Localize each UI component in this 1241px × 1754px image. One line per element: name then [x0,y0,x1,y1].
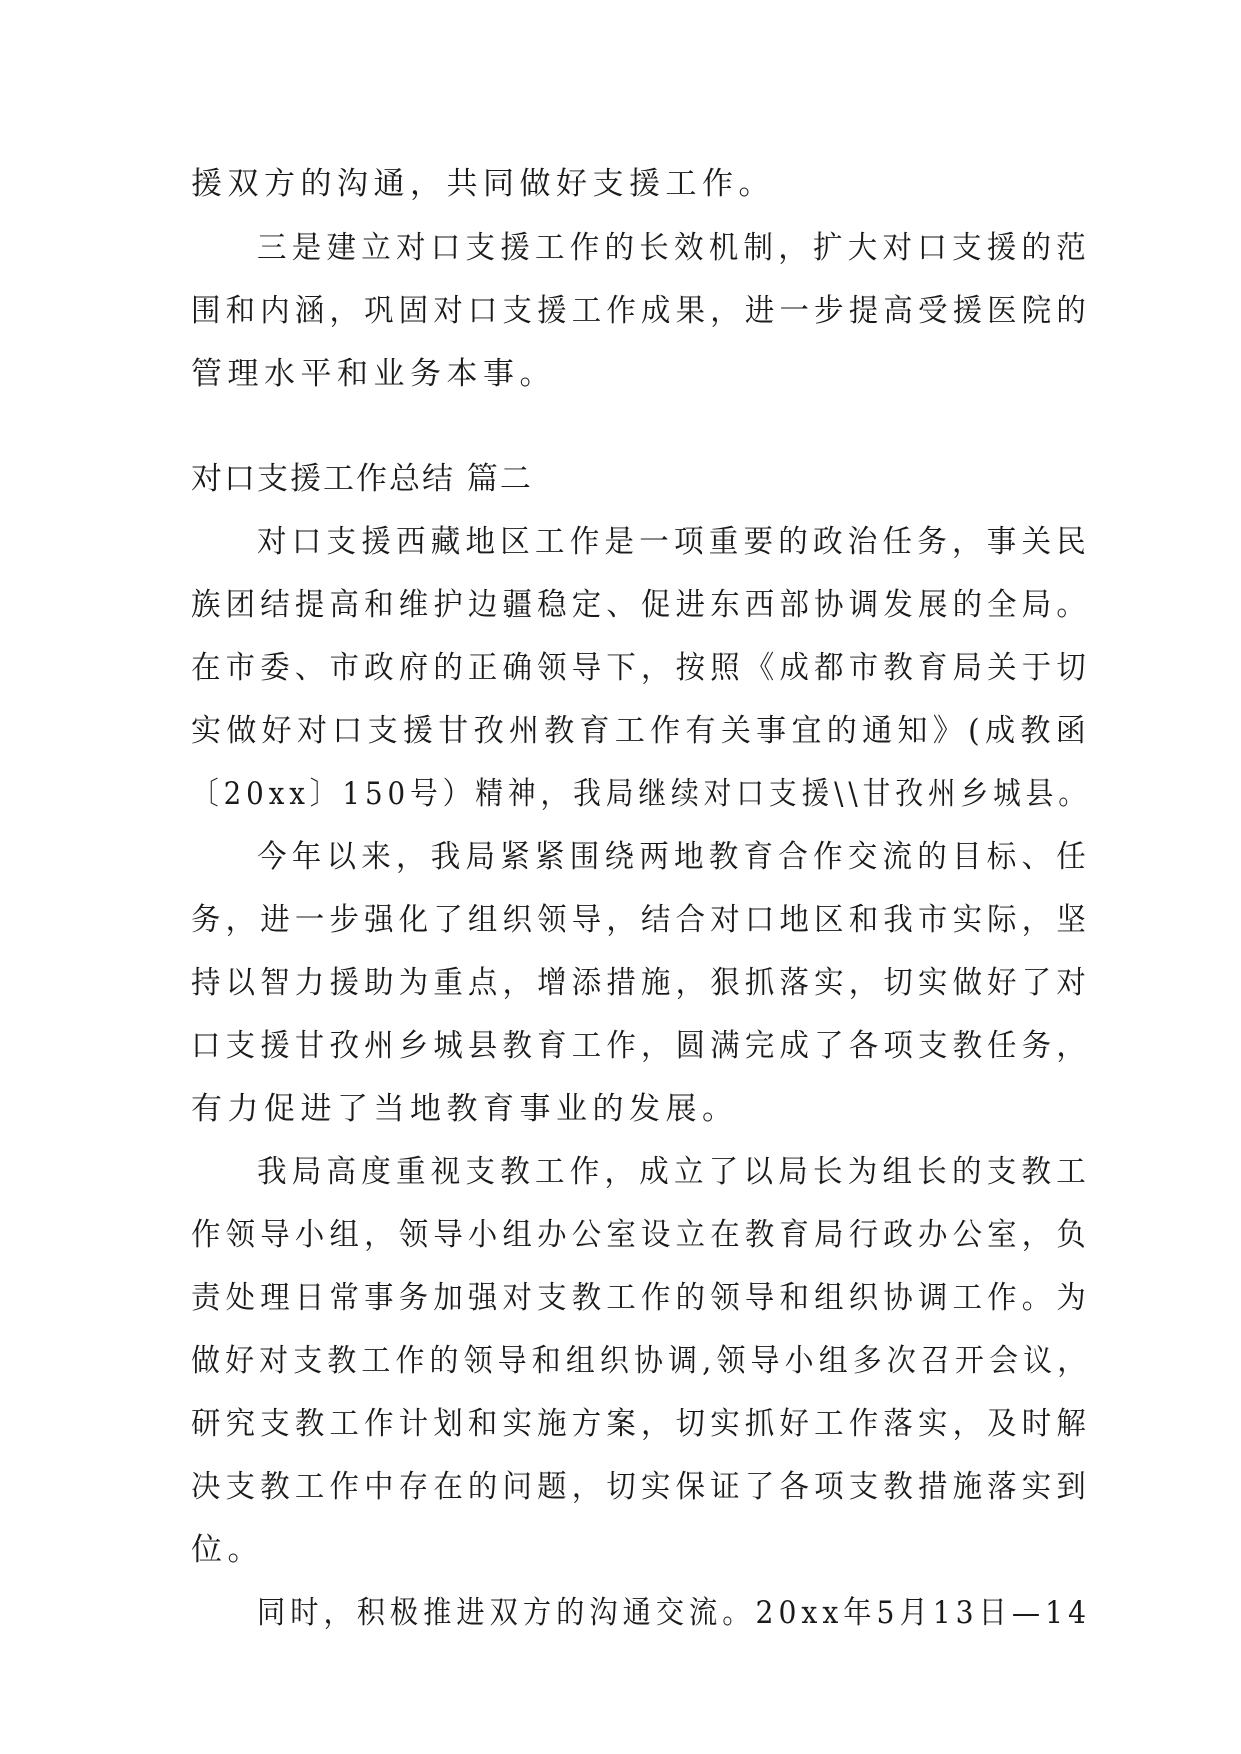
text-line: 援双方的沟通，共同做好支援工作。 [191,166,775,202]
text-line: 做好对支教工作的领导和组织协调,领导小组多次召开会议， [191,1343,1092,1379]
text-line: 同时，积极推进双方的沟通交流。20xx年5月13日—14 [257,1595,1092,1631]
text-line: 责处理日常事务加强对支教工作的领导和组织协调工作。为 [191,1280,1092,1316]
text-line: 实做好对口支援甘孜州教育工作有关事宜的通知》(成教函 [191,713,1092,749]
text-line: 管理水平和业务本事。 [191,356,556,392]
text-line: 持以智力援助为重点，增添措施，狠抓落实，切实做好了对 [191,965,1092,1001]
text-line: 围和内涵，巩固对口支援工作成果，进一步提高受援医院的 [191,293,1092,329]
text-line: 位。 [191,1532,264,1568]
text-line: 在市委、市政府的正确领导下，按照《成都市教育局关于切 [191,650,1092,686]
text-line: 决支教工作中存在的问题，切实保证了各项支教措施落实到 [191,1469,1092,1505]
text-line: 〔20xx〕150号）精神，我局继续对口支援\\甘孜州乡城县。 [191,776,1091,812]
section-heading: 对口支援工作总结 篇二 [191,461,533,497]
text-line: 我局高度重视支教工作，成立了以局长为组长的支教工 [257,1154,1092,1190]
text-line: 有力促进了当地教育事业的发展。 [191,1091,739,1127]
text-line: 今年以来，我局紧紧围绕两地教育合作交流的目标、任 [257,839,1092,875]
text-line: 研究支教工作计划和实施方案，切实抓好工作落实，及时解 [191,1406,1092,1442]
text-line: 对口支援西藏地区工作是一项重要的政治任务，事关民 [257,524,1092,560]
text-line: 族团结提高和维护边疆稳定、促进东西部协调发展的全局。 [191,587,1092,623]
text-line: 口支援甘孜州乡城县教育工作，圆满完成了各项支教任务， [191,1028,1092,1064]
text-line: 三是建立对口支援工作的长效机制，扩大对口支援的范 [257,230,1092,266]
text-line: 务，进一步强化了组织领导，结合对口地区和我市实际，坚 [191,902,1092,938]
text-line: 作领导小组，领导小组办公室设立在教育局行政办公室，负 [191,1217,1092,1253]
